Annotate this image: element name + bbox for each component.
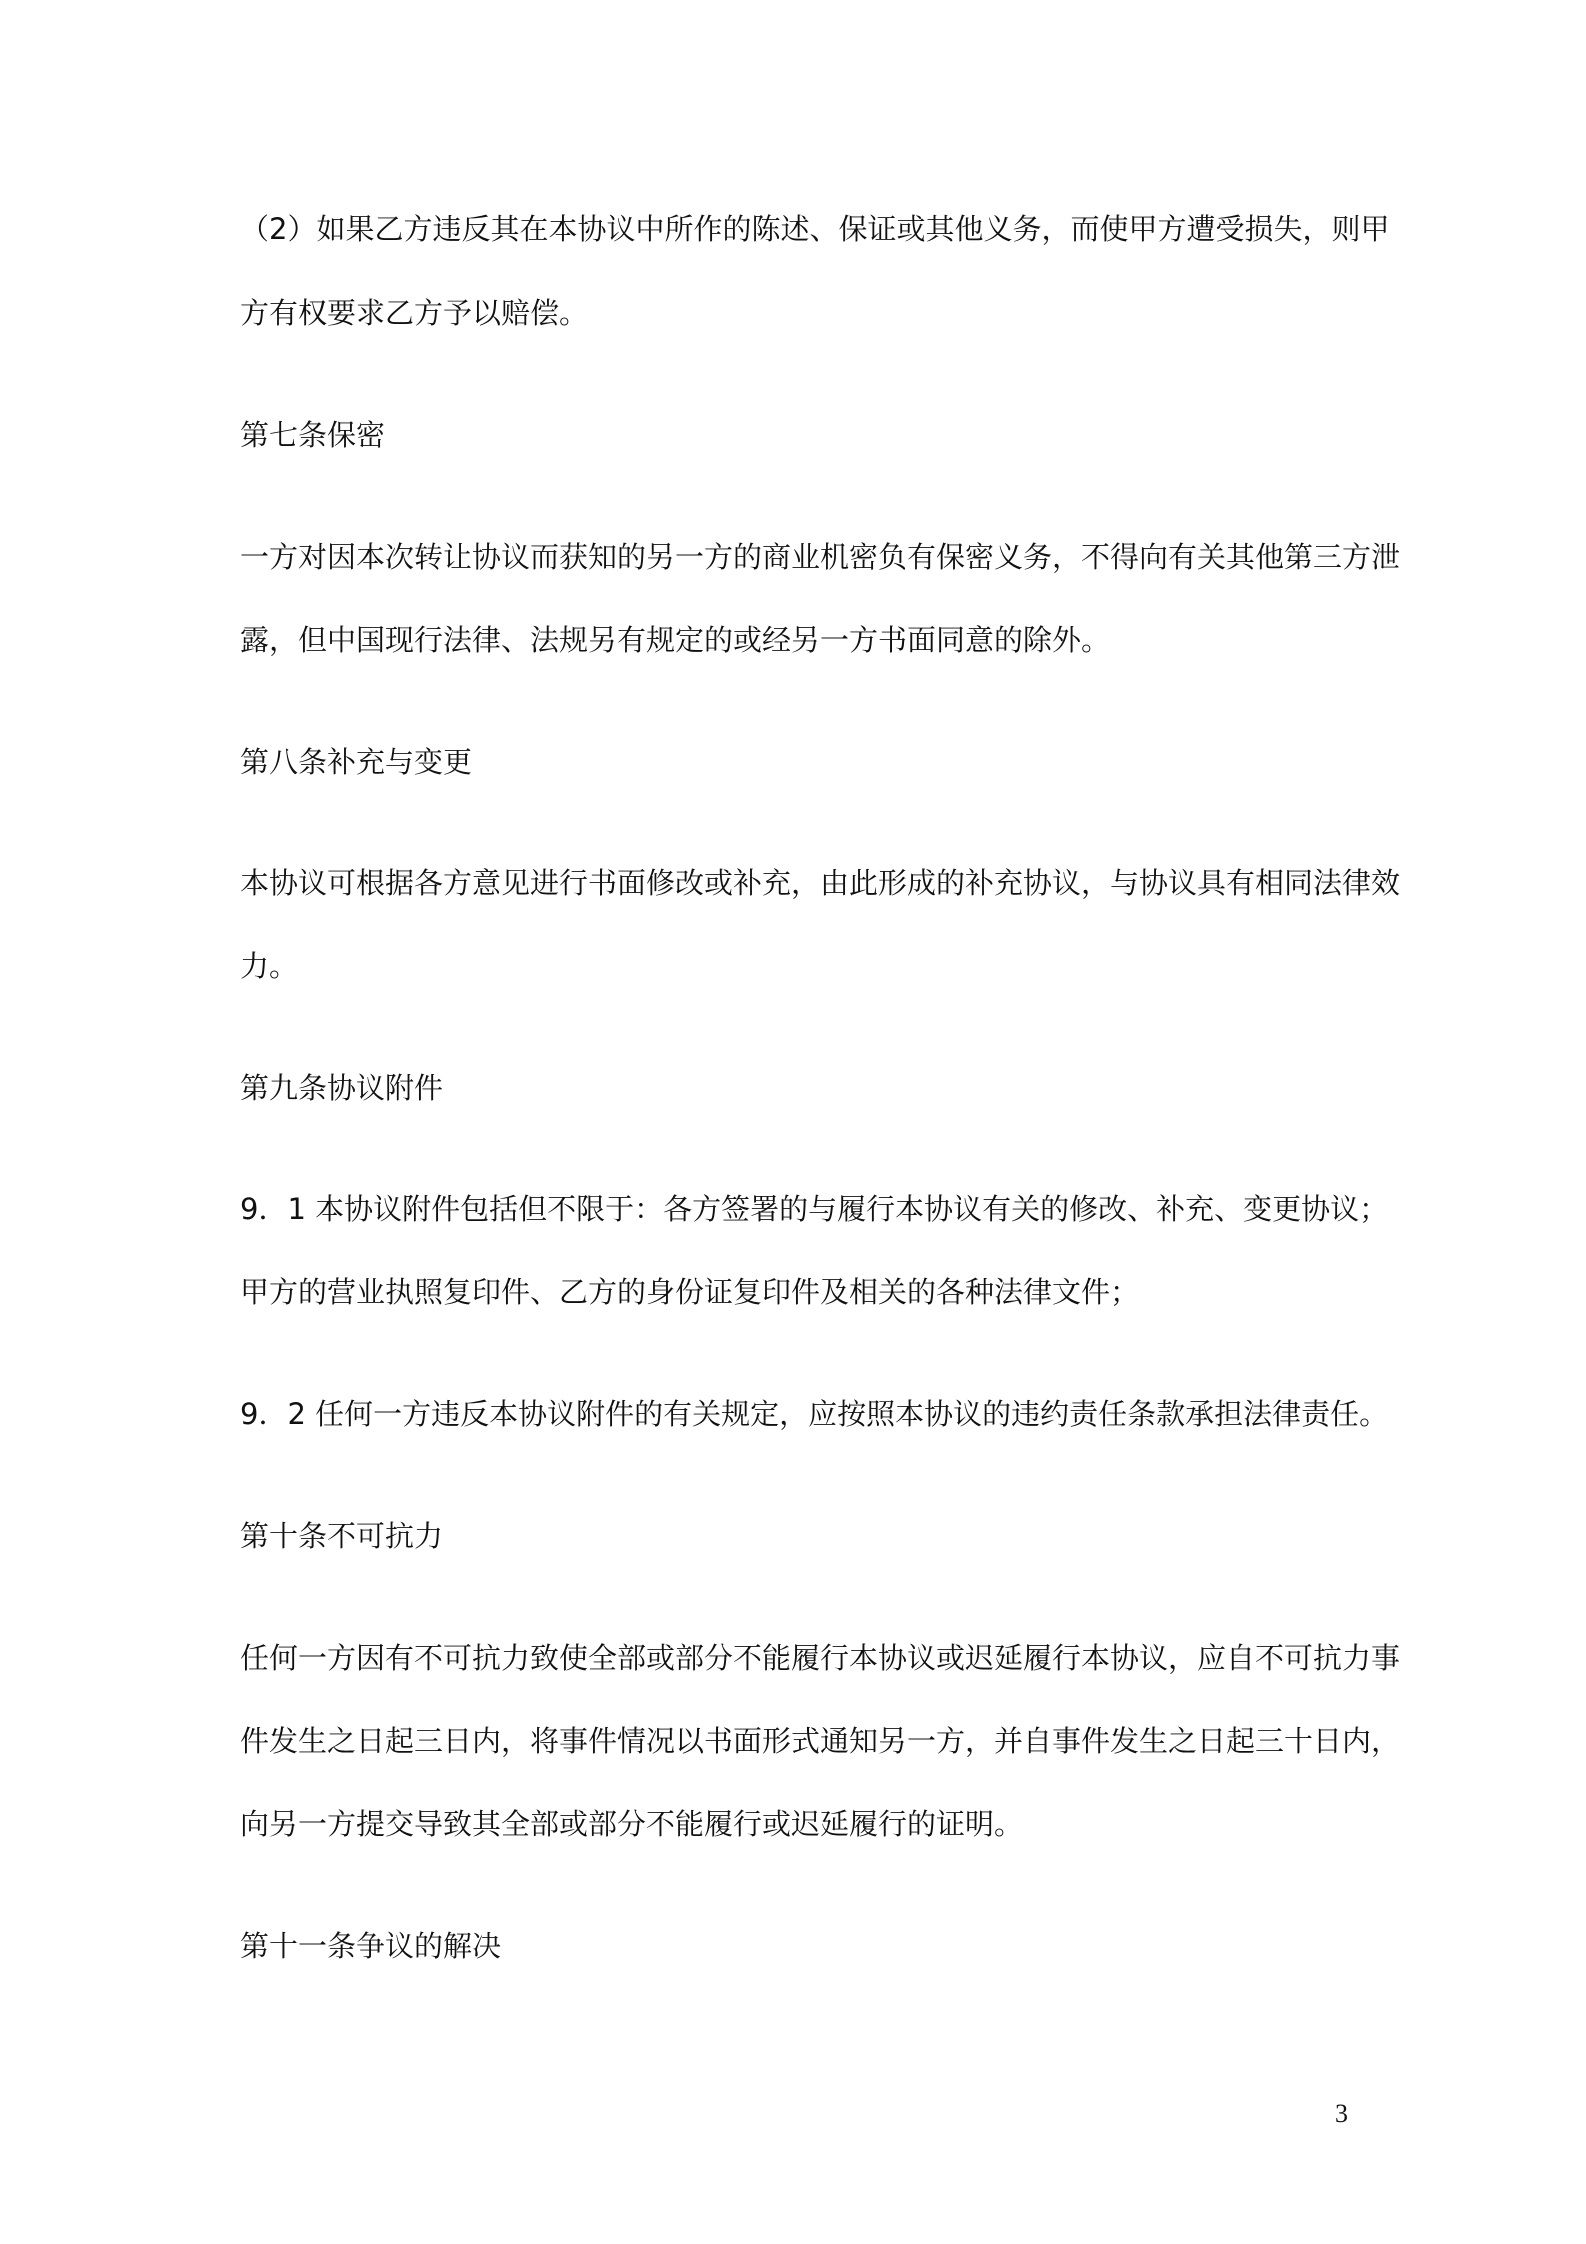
article-11-heading: 第十一条争议的解决 (240, 1929, 502, 1963)
clause-9-1-line-1: 9．1 本协议附件包括但不限于：各方签署的与履行本协议有关的修改、补充、变更协议； (240, 1192, 1389, 1226)
clause-6-2-line-2: 方有权要求乙方予以赔偿。 (240, 296, 589, 330)
article-8-line-2: 力。 (240, 949, 299, 983)
article-8-heading: 第八条补充与变更 (240, 745, 473, 779)
article-10-line-1: 任何一方因有不可抗力致使全部或部分不能履行本协议或迟延履行本协议，应自不可抗力事 (240, 1641, 1401, 1675)
article-8-line-1: 本协议可根据各方意见进行书面修改或补充，由此形成的补充协议，与协议具有相同法律效 (240, 866, 1401, 900)
clause-6-2-line-1: （2）如果乙方违反其在本协议中所作的陈述、保证或其他义务，而使甲方遭受损失，则甲 (240, 212, 1390, 246)
article-10-heading: 第十条不可抗力 (240, 1519, 444, 1553)
clause-9-1-line-2: 甲方的营业执照复印件、乙方的身份证复印件及相关的各种法律文件； (240, 1275, 1140, 1309)
page-number: 3 (1335, 2099, 1348, 2128)
article-7-line-1: 一方对因本次转让协议而获知的另一方的商业机密负有保密义务，不得向有关其他第三方泄 (240, 540, 1401, 574)
article-10-line-2: 件发生之日起三日内，将事件情况以书面形式通知另一方，并自事件发生之日起三十日内， (240, 1724, 1401, 1758)
clause-9-2-line-1: 9．2 任何一方违反本协议附件的有关规定，应按照本协议的违约责任条款承担法律责任。 (240, 1397, 1389, 1431)
article-10-line-3: 向另一方提交导致其全部或部分不能履行或迟延履行的证明。 (240, 1807, 1024, 1841)
article-7-heading: 第七条保密 (240, 418, 386, 452)
article-9-heading: 第九条协议附件 (240, 1071, 444, 1105)
article-7-line-2: 露，但中国现行法律、法规另有规定的或经另一方书面同意的除外。 (240, 623, 1111, 657)
